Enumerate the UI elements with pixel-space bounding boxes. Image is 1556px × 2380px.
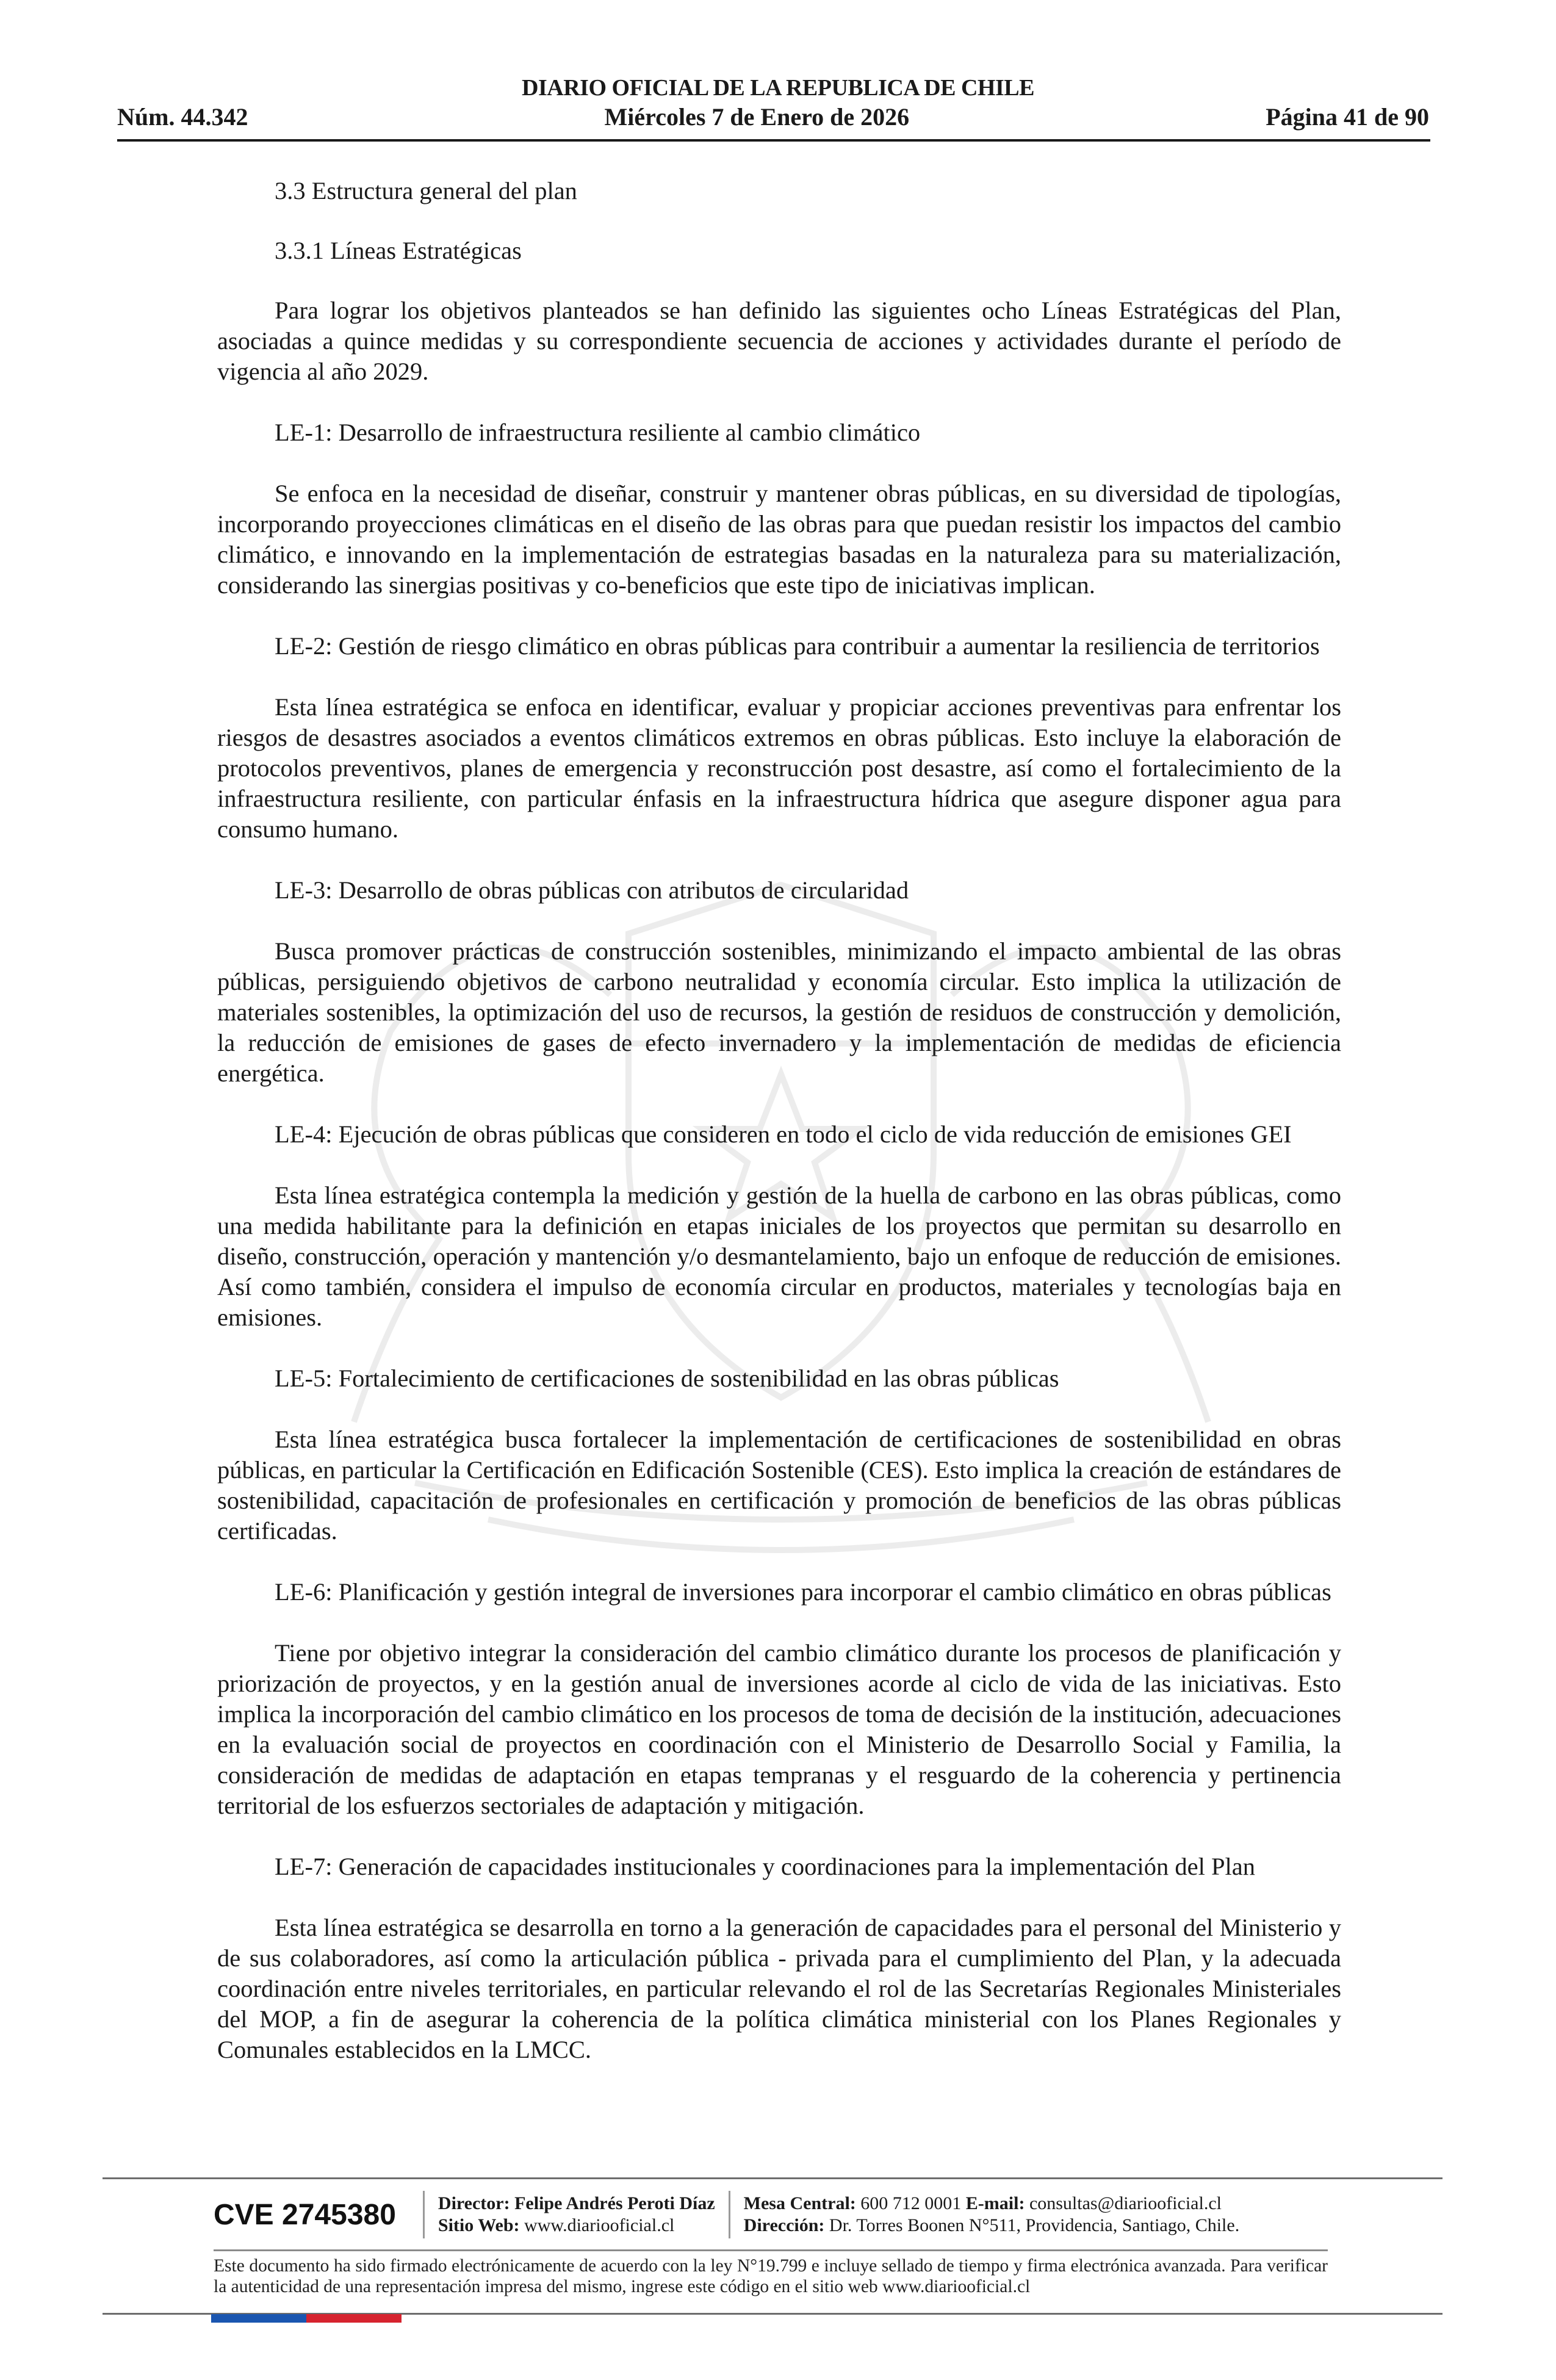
footer-info [214, 2187, 1239, 2242]
footer-separator [423, 2191, 425, 2238]
cve-code: CVE 2745380 [214, 2198, 396, 2231]
strategic-line-title: LE-6: Planificación y gestión integral de inversiones para incorporar el cambio climático en obras públicas [275, 1578, 1331, 1606]
mesa-label: Mesa Central: [743, 2193, 856, 2213]
issue-number: Núm. 44.342 [117, 103, 248, 131]
strategic-line-text: Se enfoca en la necesidad de diseñar, construir y mantener obras públicas, en su diversidad de tipologías, incorporando proyecciones climáticas en el diseño de las obras para que puedan resistir los impactos del cambio climático, e innovando en la implementación de estrategias basadas en la naturaleza para su materialización, considerando las sinergias positivas y co-beneficios que este tipo de iniciativas implican. [217, 480, 1341, 599]
page-number: Página 41 de 90 [1266, 103, 1429, 131]
publication-title: DIARIO OFICIAL DE LA REPUBLICA DE CHILE [522, 75, 1034, 101]
web-label: Sitio Web: [438, 2215, 520, 2235]
email-link[interactable]: consultas@diariooficial.cl [1029, 2193, 1222, 2213]
mesa-value: 600 712 0001 [860, 2193, 962, 2213]
director-name: Felipe Andrés Peroti Díaz [514, 2193, 715, 2213]
footer-separator [729, 2191, 730, 2238]
address-label: Dirección: [743, 2215, 825, 2235]
strategic-line-title: LE-4: Ejecución de obras públicas que consideren en todo el ciclo de vida reducción de emisiones GEI [275, 1120, 1292, 1148]
header-divider [117, 139, 1430, 142]
address-value: Dr. Torres Boonen N°511, Providencia, Santiago, Chile. [829, 2215, 1240, 2235]
intro-paragraph: Para lograr los objetivos planteados se han definido las siguientes ocho Líneas Estratégicas del Plan, asociadas a quince medidas y su correspondiente secuencia de acciones y actividades durante el período de vigencia al año 2029. [217, 297, 1341, 385]
strategic-line-title: LE-1: Desarrollo de infraestructura resiliente al cambio climático [275, 419, 921, 446]
footer-director-block [438, 2193, 715, 2237]
email-label: E-mail: [965, 2193, 1025, 2213]
strategic-line-title: LE-7: Generación de capacidades institucionales y coordinaciones para la implementación del Plan [275, 1853, 1256, 1880]
section-title: 3.3 Estructura general del plan [275, 177, 577, 204]
issue-date: Miércoles 7 de Enero de 2026 [604, 103, 910, 131]
strategic-line-title: LE-3: Desarrollo de obras públicas con atributos de circularidad [275, 876, 909, 904]
strategic-line-text: Esta línea estratégica busca fortalecer la implementación de certificaciones de sostenibilidad en obras públicas, en particular la Certificación en Edificación Sostenible (CES). Esto implica la creación de estándares de sostenibilidad, capacitación de profesionales en certificación y promoción de beneficios de las obras públicas certificadas. [217, 1426, 1341, 1545]
header-row [117, 103, 1429, 131]
strategic-line-text: Busca promover prácticas de construcción sostenibles, minimizando el impacto ambiental de las obras públicas, persiguiendo objetivos de carbono neutralidad y economía circular. Esto implica la utilización de materiales sostenibles, la optimización del uso de recursos, la gestión de residuos de construcción y demolición, la reducción de emisiones de gases de efecto invernadero y la implementación de medidas de eficiencia energética. [217, 937, 1341, 1087]
strategic-line-text: Esta línea estratégica se enfoca en identificar, evaluar y propiciar acciones preventivas para enfrentar los riesgos de desastres asociados a eventos climáticos extremos en obras públicas. Esto incluye la elaboración de protocolos preventivos, planes de emergencia y reconstrucción post desastre, así como el fortalecimiento de la infraestructura resiliente, con particular énfasis en la infraestructura hídrica que asegure disponer agua para consumo humano. [217, 693, 1341, 843]
strategic-line-title: LE-5: Fortalecimiento de certificaciones de sostenibilidad en las obras públicas [275, 1365, 1059, 1392]
flag-stripe [211, 2314, 402, 2323]
footer-divider-top [103, 2177, 1443, 2179]
strategic-line-text: Esta línea estratégica contempla la medición y gestión de la huella de carbono en las obras públicas, como una medida habilitante para la definición en etapas iniciales de los proyectos que permitan su desarrollo en diseño, construcción, operación y mantención y/o desmantelamiento, bajo un enfoque de reducción de emisiones. Así como también, considera el impulso de economía circular en productos, materiales y tecnologías baja en emisiones. [217, 1181, 1341, 1331]
strategic-line-title: LE-2: Gestión de riesgo climático en obras públicas para contribuir a aumentar la resiliencia de territorios [275, 632, 1320, 660]
subsection-title: 3.3.1 Líneas Estratégicas [275, 237, 522, 264]
document-body [217, 176, 1341, 2096]
footer-divider-mid [214, 2249, 1328, 2251]
director-label: Director: [438, 2193, 510, 2213]
signature-note: Este documento ha sido firmado electrónicamente de acuerdo con la ley N°19.799 e incluye sellado de tiempo y firma electrónica avanzada. Para verificar la autenticidad de una representación impresa del mismo, ingrese este código en el sitio web www.diariooficial.cl [214, 2256, 1328, 2296]
flag-blue-stripe [211, 2314, 306, 2323]
web-link[interactable]: www.diariooficial.cl [524, 2215, 675, 2235]
footer-contact-block [744, 2193, 1240, 2237]
flag-red-stripe [306, 2314, 402, 2323]
strategic-line-text: Esta línea estratégica se desarrolla en torno a la generación de capacidades para el personal del Ministerio y de sus colaboradores, así como la articulación pública - privada para el cumplimiento del Plan, y la adecuada coordinación entre niveles territoriales, en particular relevando el rol de las Secretarías Regionales Ministeriales del MOP, a fin de asegurar la coherencia de la política climática ministerial con los Planes Regionales y Comunales establecidos en la LMCC. [217, 1914, 1341, 2063]
strategic-line-text: Tiene por objetivo integrar la consideración del cambio climático durante los procesos de planificación y priorización de proyectos, y en la gestión anual de inversiones acorde al ciclo de vida de las iniciativas. Esto implica la incorporación del cambio climático en los procesos de toma de decisión de la institución, adecuaciones en la evaluación social de proyectos en coordinación con el Ministerio de Desarrollo Social y Familia, la consideración de medidas de adaptación en etapas tempranas y el resguardo de la coherencia y pertinencia territorial de los esfuerzos sectoriales de adaptación y mitigación. [217, 1639, 1341, 1819]
strategic-lines [217, 417, 1341, 2065]
